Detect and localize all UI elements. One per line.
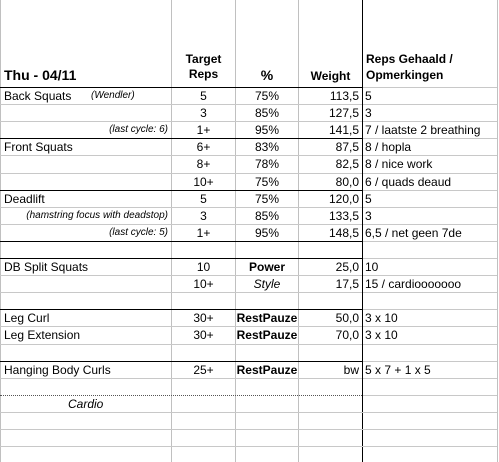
- cell-pct: RestPauze: [236, 311, 298, 325]
- cell-reps: 10+: [193, 175, 214, 189]
- row-border-notes: [363, 344, 497, 345]
- cell-reps: 3: [200, 106, 207, 120]
- grid-col-line: [497, 0, 498, 462]
- exercise-name: Front Squats: [4, 140, 73, 154]
- row-border: [0, 241, 362, 242]
- cell-weight: 50,0: [335, 311, 359, 325]
- cell-weight: 113,5: [329, 89, 359, 103]
- cell-reps: 3: [200, 209, 207, 223]
- cell-note: 5 x 7 + 1 x 5: [365, 363, 431, 377]
- cell-pct: 95%: [254, 123, 280, 137]
- row-border: [0, 292, 362, 293]
- cell-weight: 17,5: [335, 277, 359, 291]
- cell-note: 3 x 10: [365, 311, 398, 325]
- cell-reps: 10+: [193, 277, 214, 291]
- cell-weight: 133,5: [328, 209, 359, 223]
- cell-note: 6,5 / net geen 7de: [365, 226, 462, 240]
- cell-weight: 82,5: [335, 157, 359, 171]
- row-border: [0, 412, 497, 413]
- cell-weight: 87,5: [335, 140, 359, 154]
- exercise-annotation: (last cycle: 5): [109, 227, 168, 238]
- cell-weight: 148,5: [328, 226, 359, 240]
- cell-note: 8 / nice work: [365, 157, 433, 171]
- cell-pct: 75%: [254, 192, 280, 206]
- cell-pct: RestPauze: [236, 363, 298, 377]
- exercise-annotation: (last cycle: 6): [109, 124, 168, 135]
- cell-reps: 8+: [196, 157, 211, 171]
- notes-header-line2: Opmerkingen: [366, 68, 444, 82]
- cell-reps: 30+: [193, 328, 214, 342]
- cell-reps: 5: [200, 89, 207, 103]
- cell-pct: 85%: [254, 106, 280, 120]
- exercise-name: DB Split Squats: [4, 260, 89, 274]
- cell-pct: Power: [248, 260, 285, 274]
- row-border-notes: [363, 378, 497, 379]
- cell-weight: 141,5: [328, 123, 359, 137]
- cell-reps: 1+: [196, 123, 211, 137]
- cell-note: 5: [365, 89, 372, 103]
- cell-reps: 1+: [196, 226, 211, 240]
- cell-weight: 120,0: [328, 192, 359, 206]
- cell-pct: 83%: [254, 140, 280, 154]
- cell-reps: 25+: [193, 363, 214, 377]
- target-reps-header-line1: Target: [185, 52, 222, 66]
- notes-header-line1: Reps Gehaald /: [366, 52, 453, 66]
- cell-note: 6 / quads deaud: [365, 175, 452, 189]
- row-border: [0, 344, 362, 345]
- exercise-name: Leg Extension: [4, 328, 81, 342]
- exercise-name: Deadlift: [4, 192, 45, 206]
- cell-reps: 5: [200, 192, 207, 206]
- cell-pct: 95%: [254, 226, 280, 240]
- row-border-notes: [363, 395, 497, 396]
- row-border: [0, 429, 497, 430]
- weight-header: Weight: [310, 69, 351, 83]
- cell-weight: 25,0: [335, 260, 359, 274]
- target-reps-header-line2: Reps: [188, 67, 219, 81]
- cell-weight: 70,0: [335, 328, 359, 342]
- exercise-annotation: (hamstring focus with deadstop): [26, 210, 168, 221]
- row-border: [0, 446, 497, 447]
- cell-note: 10: [365, 260, 379, 274]
- exercise-annotation: (Wendler): [91, 90, 135, 101]
- cell-note: 8 / hopla: [365, 140, 412, 154]
- cell-note: 3: [365, 106, 372, 120]
- cell-reps: 30+: [193, 311, 214, 325]
- cell-pct: RestPauze: [236, 328, 298, 342]
- cell-pct: Style: [253, 277, 281, 291]
- cell-note: 7 / laatste 2 breathing: [365, 123, 481, 137]
- grid-col-line-black: [362, 0, 363, 462]
- cell-note: 3: [365, 209, 372, 223]
- cardio-label: Cardio: [68, 397, 104, 411]
- cell-weight: bw: [343, 363, 359, 377]
- cell-reps: 10: [196, 260, 211, 274]
- cell-reps: 6+: [196, 140, 211, 154]
- cell-note: 15 / cardiooooooo: [365, 277, 462, 291]
- row-border-notes: [363, 292, 497, 293]
- row-border-notes: [363, 241, 497, 242]
- row-border: [0, 378, 362, 379]
- cell-pct: 75%: [254, 175, 280, 189]
- sheet-title: Thu - 04/11: [4, 67, 77, 83]
- exercise-name: Hanging Body Curls: [4, 363, 111, 377]
- cell-weight: 80,0: [335, 175, 359, 189]
- cell-weight: 127,5: [328, 106, 359, 120]
- cell-pct: 78%: [254, 157, 280, 171]
- percent-header: %: [260, 67, 274, 83]
- row-border: [0, 395, 362, 396]
- cell-pct: 75%: [254, 89, 280, 103]
- cell-pct: 85%: [254, 209, 280, 223]
- exercise-name: Back Squats: [4, 89, 72, 103]
- cell-note: 5: [365, 192, 372, 206]
- exercise-name: Leg Curl: [4, 311, 50, 325]
- cell-note: 3 x 10: [365, 328, 398, 342]
